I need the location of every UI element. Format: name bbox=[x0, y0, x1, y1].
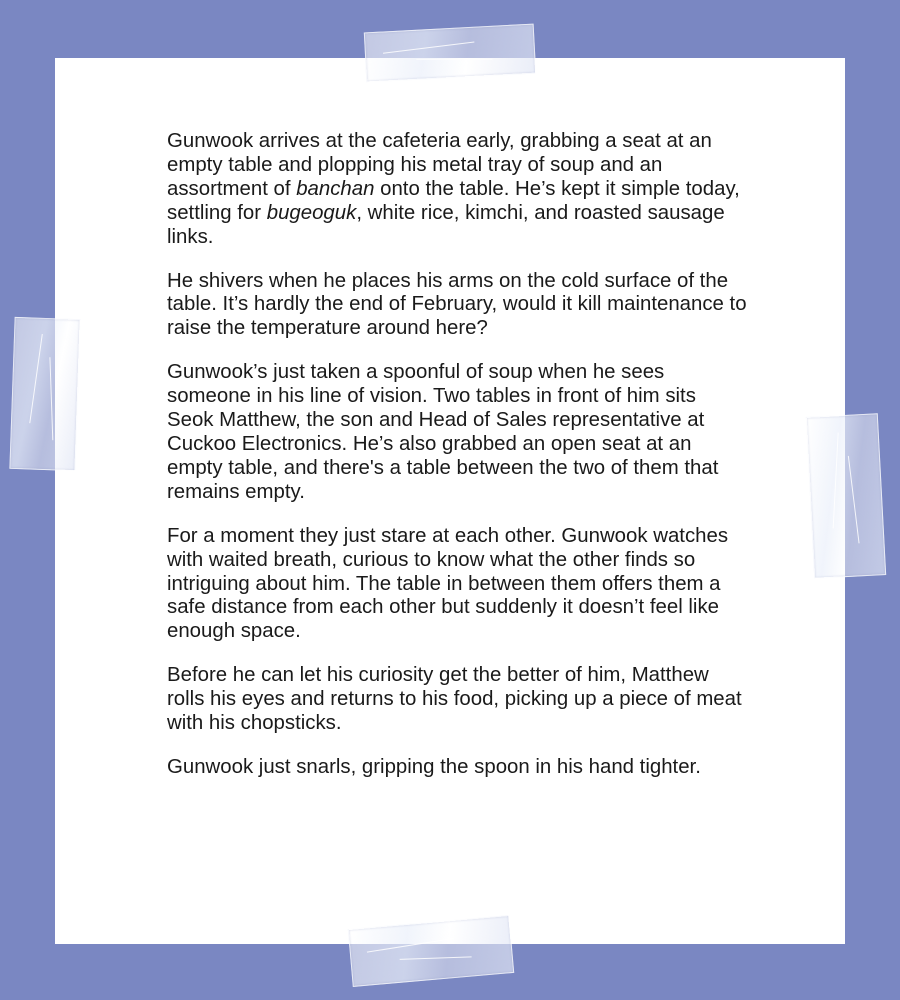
bugeoguk-term: bugeoguk bbox=[266, 201, 357, 224]
paper-page bbox=[55, 58, 845, 944]
paragraph-3: Gunwook’s just taken a spoonful of soup when he sees someone in his line of vision. Two tables in front of him sits Seok Matthew, the son and Head of Sales representative at Cuckoo Electronics. He’s also grabbed an open seat at an empty table, and there's a table between the two of them that remains empty. bbox=[167, 361, 719, 503]
paragraph-6: Gunwook just snarls, gripping the spoon in his hand tighter. bbox=[167, 755, 701, 778]
paragraph-1-part-e: , white rice, kimchi, and roasted sausage links. bbox=[167, 201, 725, 248]
story-text bbox=[167, 130, 747, 800]
paragraph-1 bbox=[167, 130, 747, 250]
paragraph-1-part-a: Gunwook arrives at the cafeteria early, grabbing a seat at an empty table and plopping his metal tray of soup and an assortment of bbox=[167, 130, 712, 200]
tape-strip-left bbox=[9, 317, 80, 471]
tape-strip-top bbox=[364, 24, 536, 83]
banchan-term: banchan bbox=[296, 177, 375, 200]
paragraph-4: For a moment they just stare at each other. Gunwook watches with waited breath, curious to know what the other finds so intriguing about him. The table in between them offers them a safe distance from each other but suddenly it doesn’t feel like enough space. bbox=[167, 524, 729, 643]
paragraph-2: He shivers when he places his arms on the cold surface of the table. It’s hardly the end of February, would it kill maintenance to raise the temperature around here? bbox=[167, 269, 747, 340]
paragraph-5: Before he can let his curiosity get the better of him, Matthew rolls his eyes and returns to his food, picking up a piece of meat with his chopsticks. bbox=[167, 664, 742, 735]
tape-strip-right bbox=[806, 413, 886, 579]
paragraph-1-part-c: onto the table. He’s kept it simple today, settling for bbox=[167, 177, 740, 224]
